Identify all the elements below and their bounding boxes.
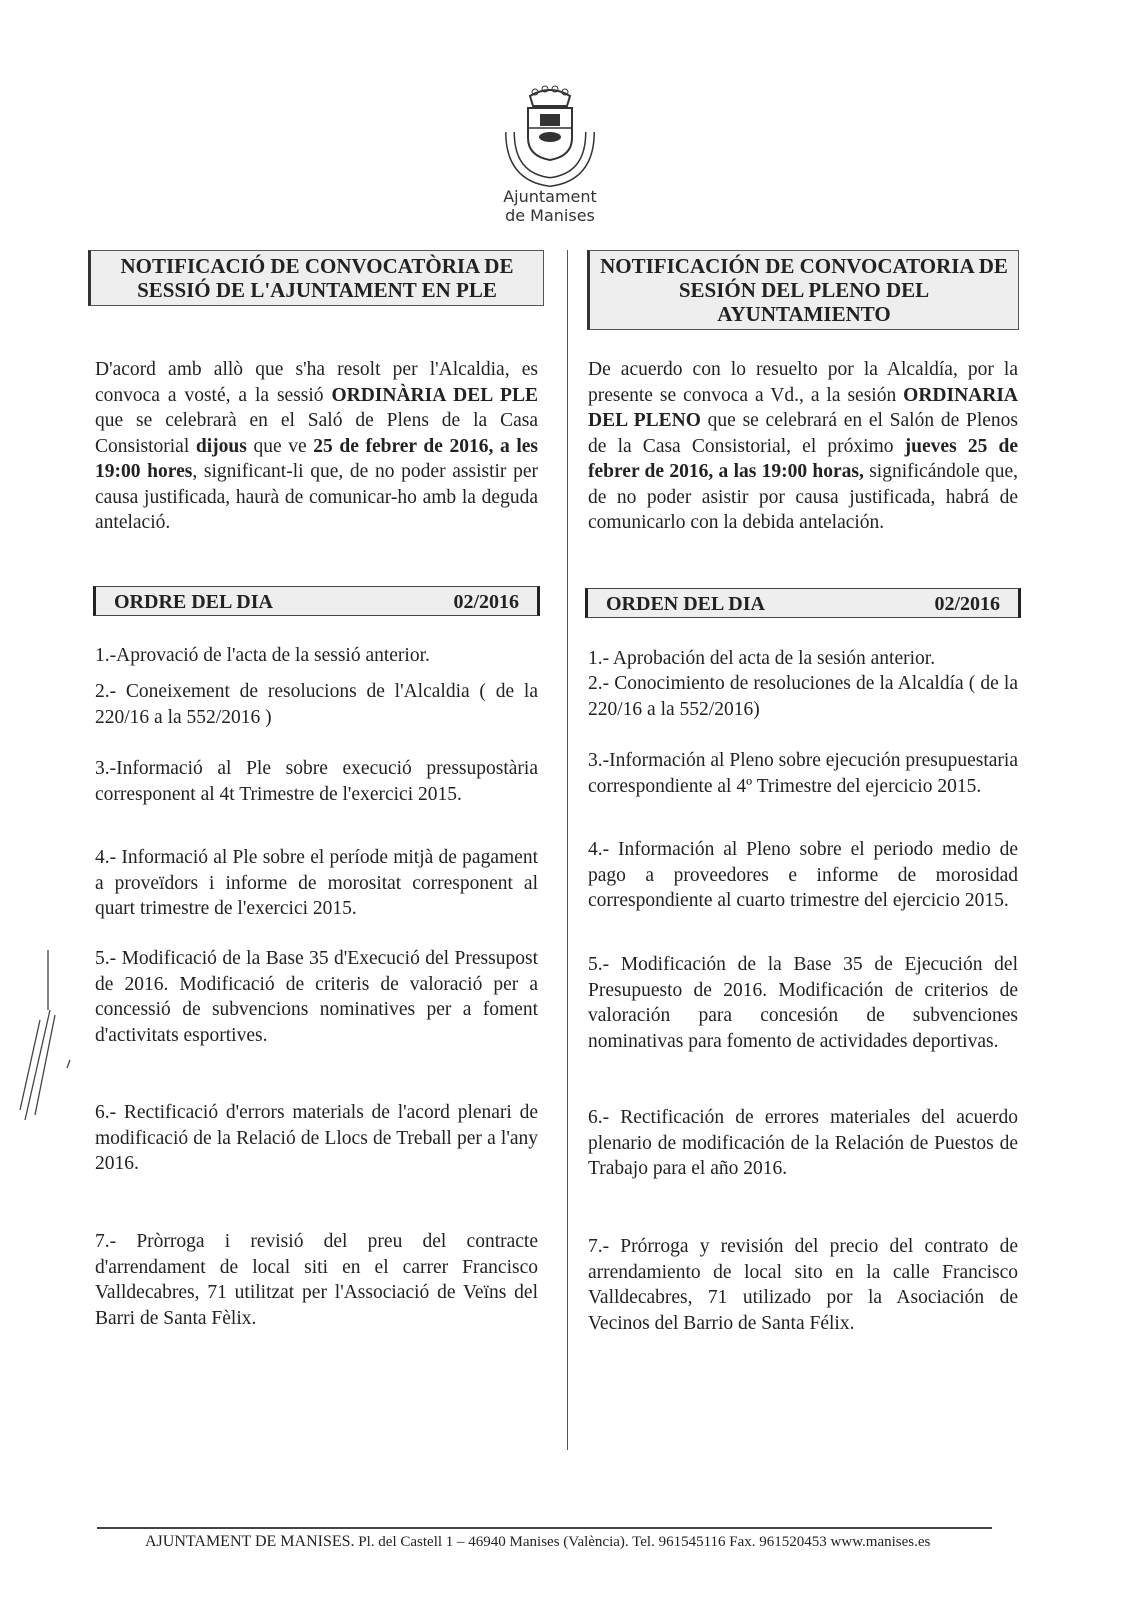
left-item: 6.- Rectificació d'errors materials de l'acord plenari de modificació de la Relació de Llocs de Treball per a l'any 2016.: [95, 1102, 538, 1174]
left-agenda-label: ORDRE DEL DIA: [114, 591, 273, 613]
org-name: [490, 187, 610, 225]
right-item: 2.- Conocimiento de resoluciones de la Alcaldía ( de la 220/16 a la 552/2016): [588, 673, 1018, 720]
left-agenda-number: 02/2016: [453, 591, 519, 613]
left-item: 7.- Pròrroga i revisió del preu del contracte d'arrendament de local siti en el carrer Francisco Valldecabres, 71 utilitzat per l'Associació de Veïns del Barri de Santa Fèlix.: [95, 1231, 538, 1329]
org-line-1: Ajuntament: [503, 187, 597, 206]
right-agenda-label: ORDEN DEL DIA: [606, 593, 765, 615]
left-item: 1.-Aprovació de l'acta de la sessió anterior.: [95, 645, 430, 666]
right-item: 5.- Modificación de la Base 35 de Ejecución del Presupuesto de 2016. Modificación de criterios de valoración para concesión de subvenciones nominativas para fomento de actividades deportivas.: [588, 954, 1018, 1052]
right-item: 7.- Prórroga y revisión del precio del contrato de arrendamiento de local sito en la calle Francisco Valldecabres, 71 utilizado por la Asociación de Vecinos del Barrio de Santa Félix.: [588, 1236, 1018, 1334]
right-item: 1.- Aprobación del acta de la sesión anterior.: [588, 648, 936, 669]
footer-address: Pl. del Castell 1 – 46940 Manises (València). Tel. 961545116 Fax. 961520453 www.manises.es: [358, 1534, 931, 1550]
handwritten-signature: [10, 950, 80, 1130]
footer-rule: [97, 1527, 992, 1529]
left-title-box: [88, 250, 544, 306]
right-item: 4.- Información al Pleno sobre el periodo medio de pago a proveedores e informe de morosidad correspondiente al cuarto trimestre del ejercicio 2015.: [588, 839, 1018, 911]
left-item: 2.- Coneixement de resolucions de l'Alcaldia ( de la 220/16 a la 552/2016 ): [95, 681, 538, 728]
right-title: NOTIFICACIÓN DE CONVOCATORIA DE SESIÓN DEL PLENO DEL AYUNTAMIENTO: [600, 254, 1008, 326]
left-item: 5.- Modificació de la Base 35 d'Execució del Pressupost de 2016. Modificació de criteris de valoració per a concessió de subvencions nominatives per a foment d'activitats esportives.: [95, 948, 538, 1046]
right-intro-text: De acuerdo con lo resuelto por la Alcaldía, por la presente se convoca a Vd., a la sesión ORDINARIA DEL PLENO que se celebrará en el Salón de Plenos de la Casa Consistorial, el próximo jueves 25 de febrer de 2016, a las 19:00 horas, significándole que, de no poder asistir por causa justificada, habrá de comunicarlo con la debida antelación.: [588, 359, 1019, 533]
left-intro-text: D'acord amb allò que s'ha resolt per l'Alcaldia, es convoca a vosté, a la sessió ORDINÀRIA DEL PLE que se celebrarà en el Saló de Plens de la Casa Consistorial dijous que ve 25 de febrer de 2016, a les 19:00 hores, significant-li que, de no poder assistir per causa justificada, haurà de comunicar-ho amb la deguda antelació.: [95, 359, 539, 533]
left-agenda-header: [93, 586, 540, 616]
coat-of-arms-logo: [500, 82, 600, 192]
right-agenda-number: 02/2016: [934, 593, 1000, 615]
right-intro: [588, 357, 1018, 536]
footer: [145, 1533, 930, 1551]
column-divider: [567, 250, 568, 1450]
left-item: 3.-Informació al Ple sobre execució pressupostària corresponent al 4t Trimestre de l'exercici 2015.: [95, 758, 538, 805]
right-item: 6.- Rectificación de errores materiales del acuerdo plenario de modificación de la Relación de Puestos de Trabajo para el año 2016.: [588, 1107, 1018, 1179]
footer-org: AJUNTAMENT DE MANISES.: [145, 1533, 355, 1550]
right-title-box: [587, 250, 1019, 330]
left-intro: [95, 357, 538, 536]
left-item: 4.- Informació al Ple sobre el període mitjà de pagament a proveïdors i informe de morositat corresponent al quart trimestre de l'exercici 2015.: [95, 847, 538, 919]
right-item: 3.-Información al Pleno sobre ejecución presupuestaria correspondiente al 4º Trimestre del ejercicio 2015.: [588, 750, 1018, 797]
left-title: NOTIFICACIÓ DE CONVOCATÒRIA DE SESSIÓ DE L'AJUNTAMENT EN PLE: [120, 254, 514, 302]
org-line-2: de Manises: [505, 206, 595, 225]
right-agenda-header: [585, 588, 1021, 618]
